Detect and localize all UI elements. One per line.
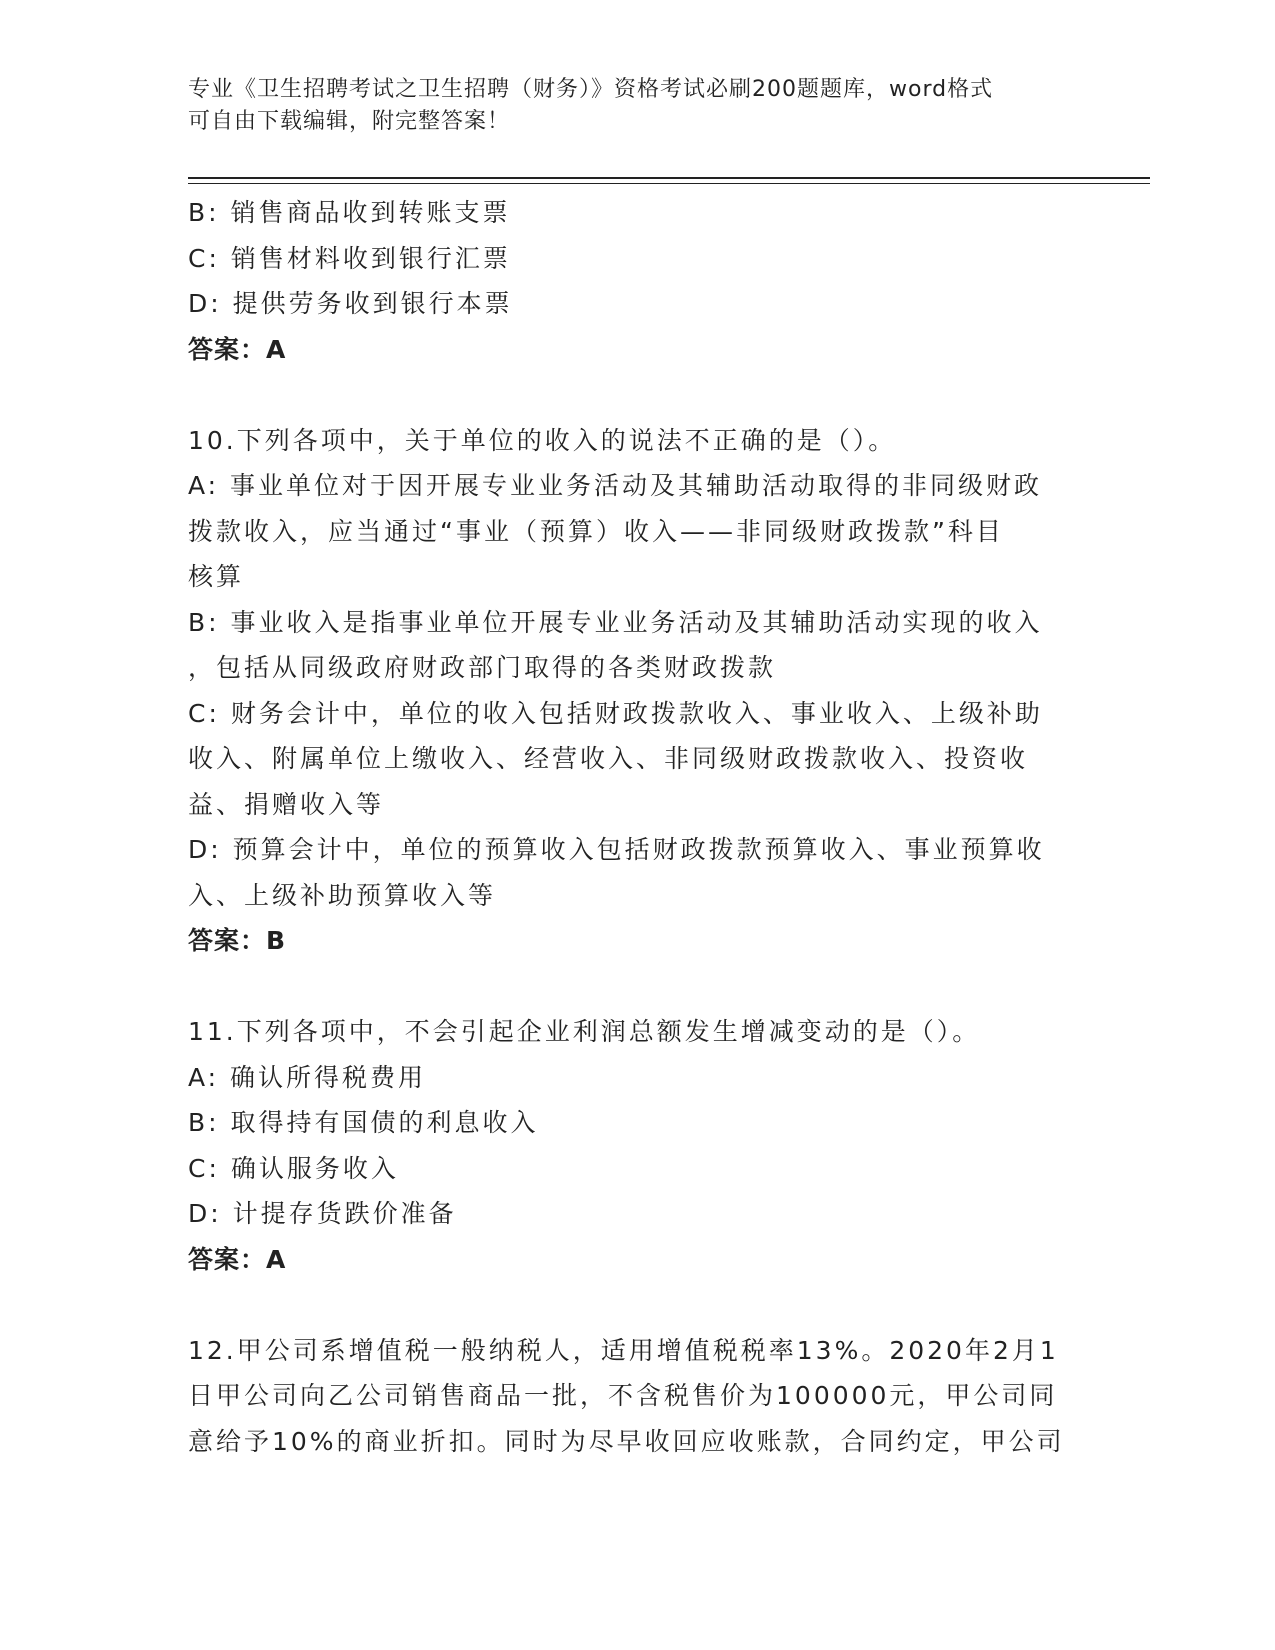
option-line: C: 财务会计中，单位的收入包括财政拨款收入、事业收入、上级补助 <box>188 698 1043 728</box>
answer <box>188 1237 1088 1283</box>
header-line-2: 可自由下载编辑，附完整答案！ <box>188 109 511 134</box>
option-line: 入、上级补助预算收入等 <box>188 880 497 910</box>
document-header <box>188 74 1088 138</box>
option-c: C: 销售材料收到银行汇票 <box>188 243 511 273</box>
answer-value: A <box>266 334 287 364</box>
question-stem: 10.下列各项中，关于单位的收入的说法不正确的是（）。 <box>188 425 897 455</box>
answer-label: 答案： <box>188 926 267 955</box>
option-b: B: 销售商品收到转账支票 <box>188 198 511 227</box>
question-stem: 11.下列各项中，不会引起企业利润总额发生增减变动的是（）。 <box>188 1017 981 1046</box>
question-stem-line: 日甲公司向乙公司销售商品一批，不含税售价为100000元，甲公司同 <box>188 1381 1058 1410</box>
answer-value: B <box>266 926 287 955</box>
answer-label: 答案： <box>188 1244 267 1274</box>
option-d: D: 提供劳务收到银行本票 <box>188 289 513 318</box>
option-line: ，包括从同级政府财政部门取得的各类财政拨款 <box>188 653 777 682</box>
header-line-1: 专业《卫生招聘考试之卫生招聘（财务）》资格考试必刷200题题库，word格式 <box>188 77 994 102</box>
option-line: 拨款收入，应当通过“事业（预算）收入——非同级财政拨款”科目 <box>188 516 1004 546</box>
spacer <box>188 372 1088 418</box>
option-line: 益、捐赠收入等 <box>188 789 385 819</box>
option-c: C: 确认服务收入 <box>188 1153 399 1183</box>
header-rule-thin <box>188 183 1150 184</box>
question-9 <box>188 190 1088 372</box>
question-12 <box>188 1328 1088 1465</box>
header-rule-thick <box>188 177 1150 179</box>
option-line: B: 事业收入是指事业单位开展专业业务活动及其辅助活动实现的收入 <box>188 607 1043 637</box>
question-11 <box>188 1009 1088 1282</box>
spacer <box>188 1282 1088 1328</box>
option-a: A: 确认所得税费用 <box>188 1062 427 1092</box>
answer-value: A <box>266 1244 287 1274</box>
document-body <box>188 190 1088 1464</box>
spacer <box>188 964 1088 1010</box>
option-line: 收入、附属单位上缴收入、经营收入、非同级财政拨款收入、投资收 <box>188 744 1029 773</box>
answer <box>188 918 1088 964</box>
answer <box>188 327 1088 373</box>
option-b: B: 取得持有国债的利息收入 <box>188 1108 539 1137</box>
option-line: D: 预算会计中，单位的预算收入包括财政拨款预算收入、事业预算收 <box>188 835 1045 864</box>
question-stem-line: 12.甲公司系增值税一般纳税人，适用增值税税率13%。2020年2月1 <box>188 1335 1059 1365</box>
answer-label: 答案： <box>188 334 267 364</box>
question-10 <box>188 418 1088 964</box>
option-line: A: 事业单位对于因开展专业业务活动及其辅助活动取得的非同级财政 <box>188 471 1043 500</box>
option-line: 核算 <box>188 562 245 591</box>
question-stem-line: 意给予10%的商业折扣。同时为尽早收回应收账款，合同约定，甲公司 <box>188 1426 1065 1456</box>
option-d: D: 计提存货跌价准备 <box>188 1199 457 1228</box>
